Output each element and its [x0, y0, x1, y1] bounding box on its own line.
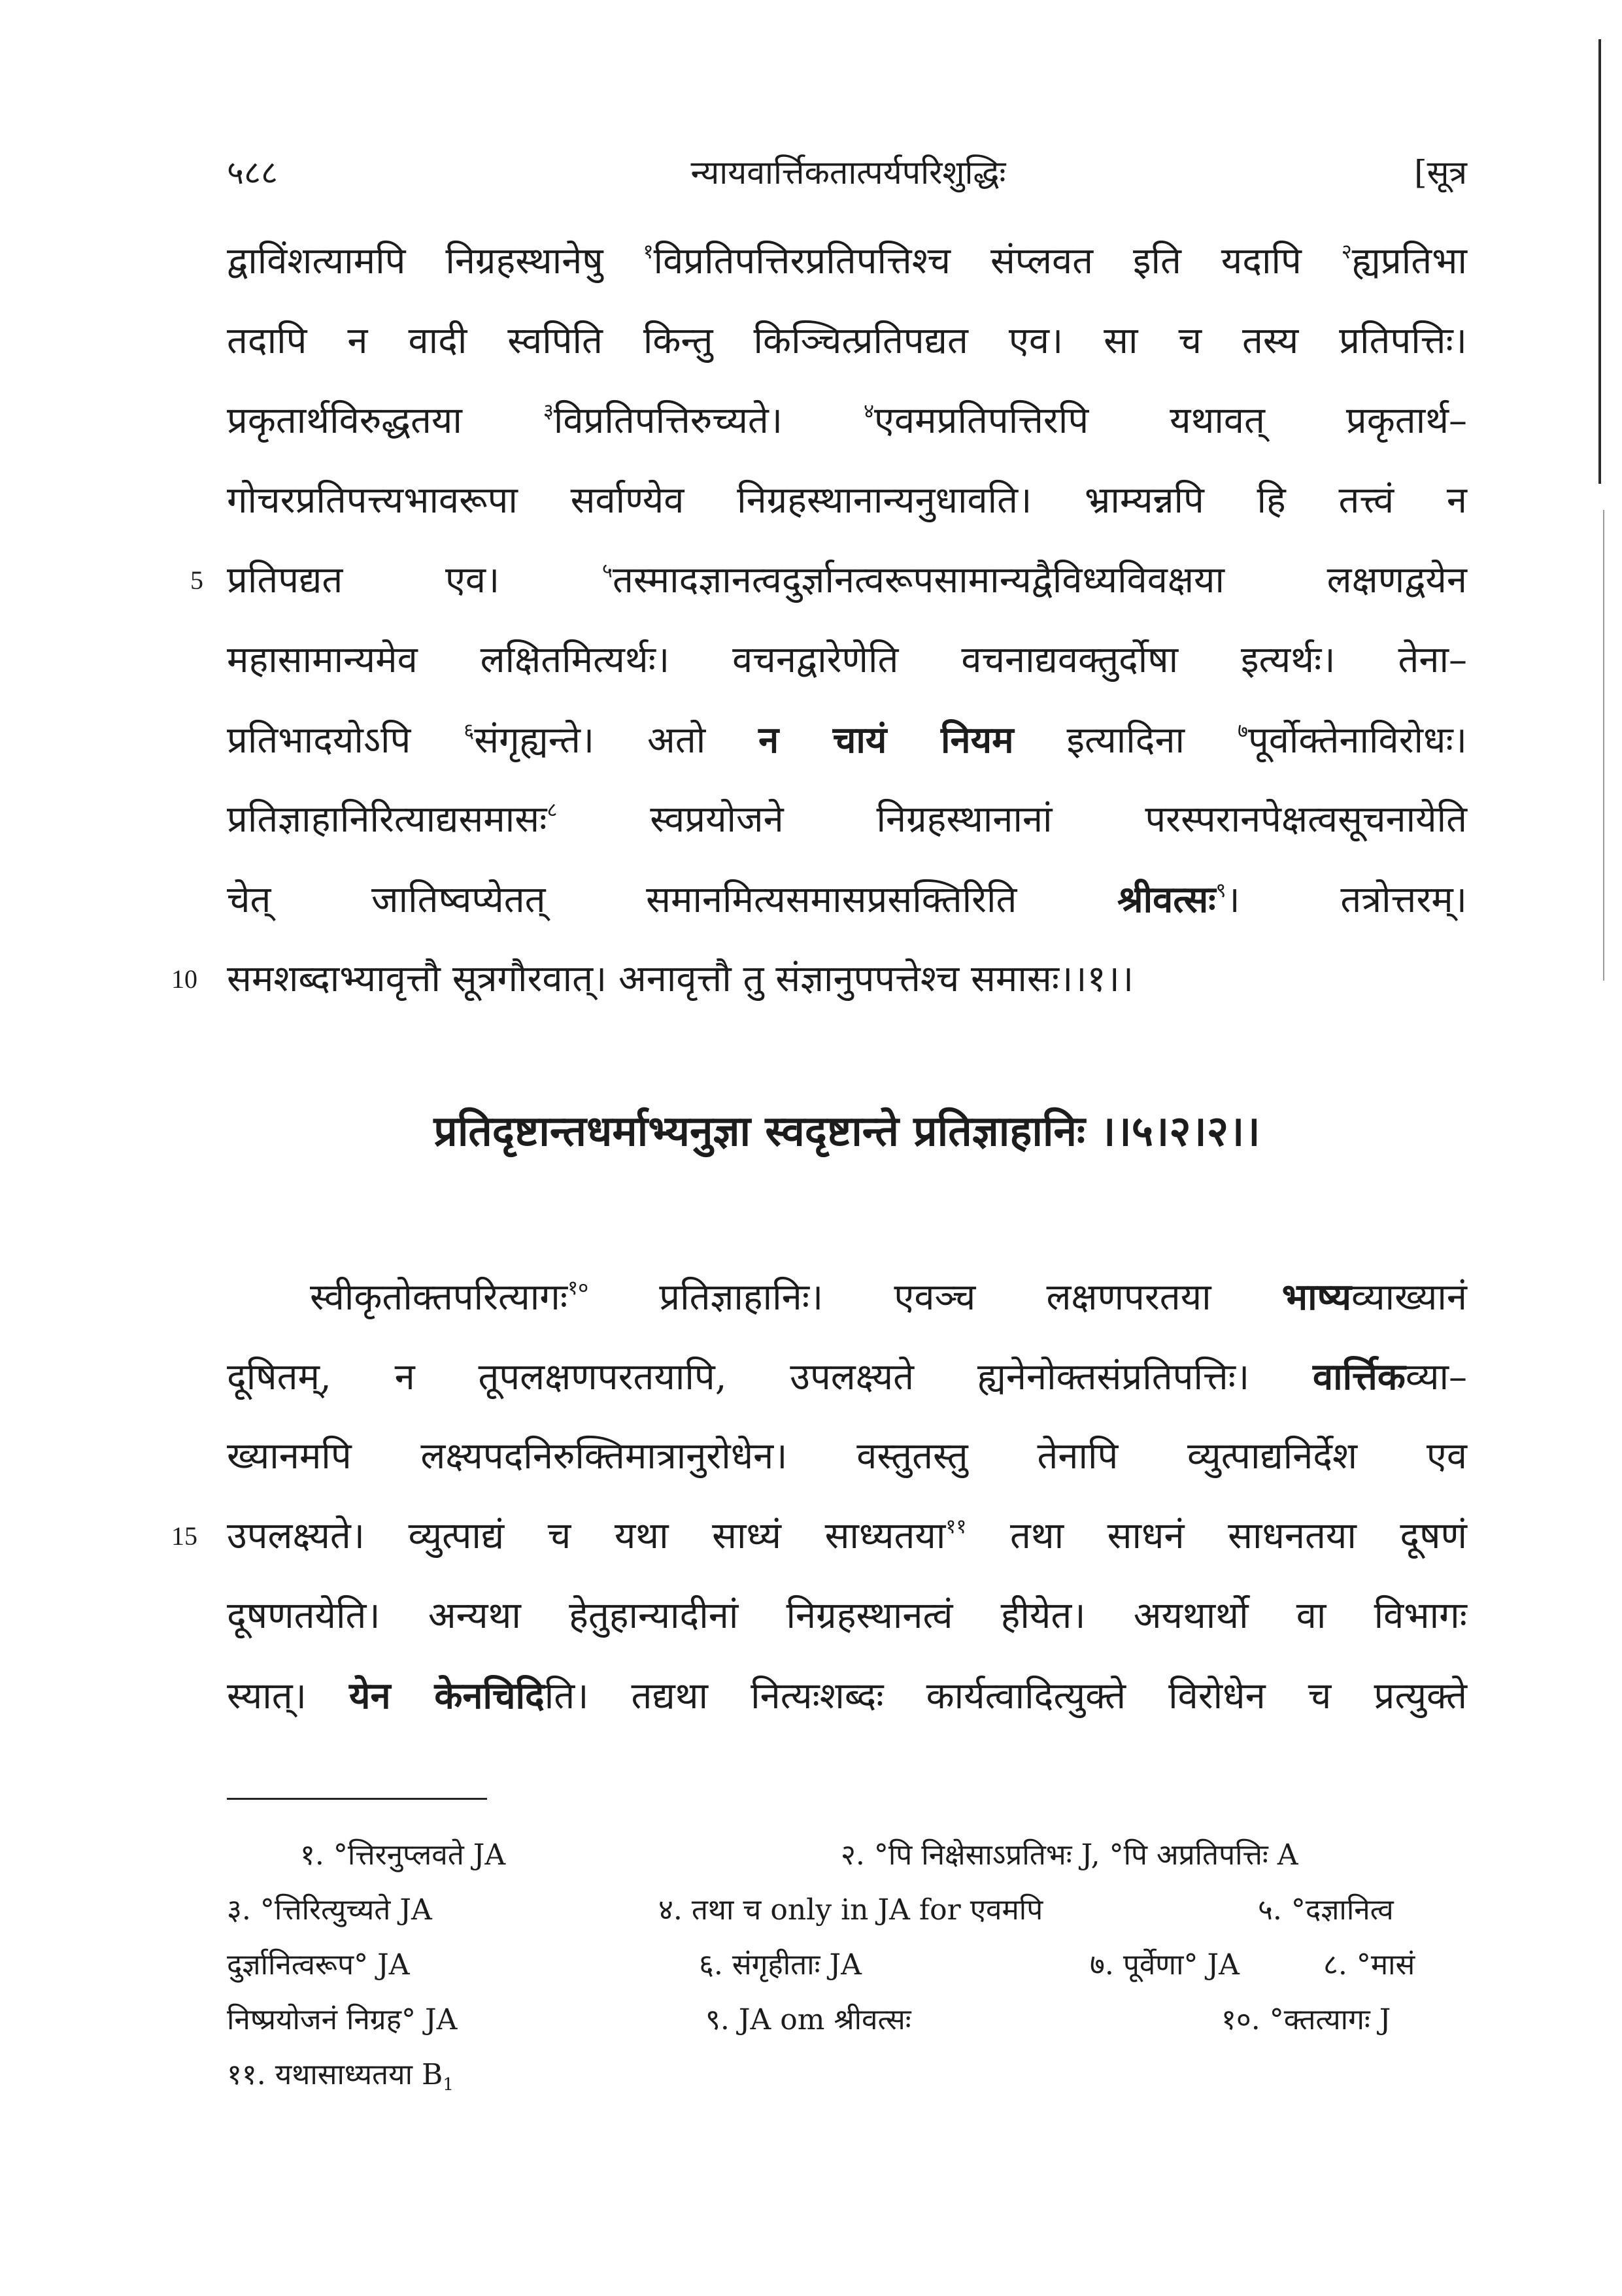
footnote-2: २. °पि निक्षेसाऽप्रतिभः J, °पि अप्रतिपत्तिः A [841, 1838, 1298, 1872]
text-segment: विप्रतिपत्तिरप्रतिपत्तिश्च संप्लवत इति यदापि [653, 240, 1342, 282]
footnote-marker: २ [1341, 239, 1352, 263]
text-segment: दूषितम्, न तूपलक्षणपरतयापि, उपलक्ष्यते ह्यनेनोक्तसंप्रतिपत्तिः। [227, 1356, 1313, 1398]
commentary-2-line-1 [310, 1264, 1467, 1330]
running-title: न्यायवार्त्तिकतात्पर्यपरिशुद्धिः [690, 154, 1006, 192]
text-segment: प्रतिज्ञाहानिः। एवञ्च लक्षणपरतया [588, 1276, 1282, 1319]
text-segment: प्रकृतार्थविरुद्धतया [227, 399, 543, 442]
section-mark: [सूत्र [1414, 154, 1467, 192]
text-segment: ह्यप्रतिभा [1351, 240, 1467, 282]
commentary-line-3 [227, 388, 1467, 454]
text-segment: चेत् जातिष्वप्येतत् समानमित्यसमासप्रसक्तिरिति [227, 879, 1118, 921]
footnote-marker: ५ [601, 558, 613, 582]
text-segment: महासामान्यमेव लक्षितमित्यर्थः। वचनद्वारेणेति वचनाद्यवक्तुर्दोषा इत्यर्थः। तेना– [227, 639, 1467, 681]
footnote-marker: ८ [547, 798, 558, 822]
scan-edge-line-faint [1603, 510, 1604, 981]
commentary-line-10 [227, 947, 1467, 1012]
footnote-marker: ४ [864, 399, 875, 423]
commentary-line-7 [227, 707, 1467, 773]
bold-quotation: न चायं नियम [758, 718, 1014, 762]
bold-term: वार्त्तिक [1313, 1355, 1406, 1398]
footnote-marker: ३ [543, 399, 554, 423]
text-segment: तस्मादज्ञानत्वदुर्ज्ञानत्वरूपसामान्यद्वैविध्यविवक्षया लक्षणद्वयेन [612, 559, 1467, 601]
text-segment: स्यात्। [227, 1675, 350, 1717]
text-segment: व्याख्यानं [1351, 1276, 1467, 1319]
text-segment: प्रतिज्ञाहानिरित्याद्यसमासः [227, 798, 547, 841]
footnote-marker: ७ [1237, 718, 1248, 743]
bold-term: भाष्य [1281, 1275, 1352, 1319]
sutra-heading: प्रतिदृष्टान्तधर्माभ्यनुज्ञा स्वदृष्टान्ते प्रतिज्ञाहानिः ।।५।२।२।। [433, 1107, 1260, 1156]
footnote-8-start: ८. °मासं [1323, 1948, 1415, 1982]
footnote-marker: ९ [1215, 878, 1226, 902]
footnote-10: १०. °क्तत्यागः J [1221, 2003, 1391, 2036]
commentary-line-1 [227, 229, 1467, 294]
footnote-marker: ११ [945, 1514, 967, 1538]
commentary-line-4 [227, 468, 1467, 533]
page-number: ५८८ [227, 154, 278, 192]
footnote-subscript: 1 [443, 2074, 454, 2095]
text-segment: प्रतिभादयोऽपि [227, 719, 464, 762]
footnote-text: ११. यथासाध्यतया B [227, 2058, 443, 2091]
footnote-5-start: ५. °दज्ञानित्व [1258, 1893, 1394, 1927]
commentary-2-line-4 [227, 1504, 1467, 1569]
footnote-3: ३. °त्तिरित्युच्यते JA [227, 1893, 432, 1927]
text-segment: विप्रतिपत्तिरुच्यते। [553, 399, 864, 442]
text-segment: एवमप्रतिपत्तिरपि यथावत् प्रकृतार्थ– [874, 399, 1467, 442]
footnote-4: ४. तथा च only in JA for एवमपि [658, 1893, 1043, 1927]
commentary-line-8 [227, 787, 1467, 853]
bold-author-name: श्रीवत्सः [1117, 878, 1216, 921]
footnote-marker: १० [567, 1275, 589, 1300]
commentary-2-line-6 [227, 1663, 1467, 1729]
text-segment: तदापि न वादी स्वपिति किन्तु किञ्चित्प्रतिपद्यत एव। सा च तस्य प्रतिपत्तिः। [227, 320, 1467, 362]
text-segment: व्या– [1405, 1356, 1468, 1398]
line-number: 15 [171, 1521, 197, 1551]
text-segment: दूषणतयेति। अन्यथा हेतुहान्यादीनां निग्रहस्थानत्वं हीयेत। अयथार्थो वा विभागः [227, 1595, 1467, 1637]
scan-edge-line [1598, 39, 1601, 484]
footnote-9: ९. JA om श्रीवत्सः [705, 2003, 911, 2036]
commentary-2-line-3 [227, 1424, 1467, 1489]
text-segment: प्रतिपद्यत एव। [227, 559, 602, 601]
commentary-2-line-5 [227, 1583, 1467, 1649]
footnote-5-continued: दुर्ज्ञानित्वरूप° JA [227, 1948, 410, 1982]
text-segment: संगृह्यन्ते। अतो [474, 719, 759, 762]
text-segment: उपलक्ष्यते। व्युत्पाद्यं च यथा साध्यं साध्यतया [227, 1515, 946, 1557]
footnote-11 [227, 2052, 684, 2098]
commentary-line-5 [227, 548, 1467, 613]
footnote-marker: ६ [464, 718, 475, 743]
line-number: 5 [190, 566, 203, 595]
footnote-marker: १ [643, 239, 654, 263]
commentary-line-9 [227, 867, 1467, 932]
footnote-1: १. °त्तिरनुप्लवते JA [300, 1838, 506, 1872]
text-segment: । तत्रोत्तरम्। [1226, 879, 1467, 921]
footnote-6: ६. संगृहीताः JA [699, 1948, 862, 1982]
text-segment: तथा साधनं साधनतया दूषणं [966, 1515, 1468, 1557]
text-segment: गोचरप्रतिपत्त्यभावरूपा सर्वाण्येव निग्रहस्थानान्यनुधावति। भ्राम्यन्नपि हि तत्त्वं न [227, 479, 1467, 522]
text-segment: समशब्दाभ्यावृत्तौ सूत्रगौरवात्। अनावृत्तौ तु संज्ञानुपपत्तेश्च समासः।।१।। [227, 958, 1134, 1000]
text-segment: द्वाविंशत्यामपि निग्रहस्थानेषु [227, 240, 643, 282]
commentary-2-line-2 [227, 1344, 1467, 1410]
footnote-8-continued: निष्प्रयोजनं निग्रह° JA [227, 2003, 458, 2036]
footnote-7: ७. पूर्वेणा° JA [1090, 1948, 1240, 1982]
text-segment: स्वप्रयोजने निग्रहस्थानानां परस्परानपेक्षत्वसूचनायेति [557, 798, 1467, 841]
text-segment: ख्यानमपि लक्ष्यपदनिरुक्तिमात्रानुरोधेन। वस्तुतस्तु तेनापि व्युत्पाद्यनिर्देश एव [227, 1435, 1467, 1477]
text-segment: ति। तद्यथा नित्यःशब्दः कार्यत्वादित्युक्ते विरोधेन च प्रत्युक्ते [544, 1675, 1467, 1717]
commentary-line-6 [227, 628, 1467, 693]
bold-quotation: येन केनचिदि [349, 1674, 545, 1717]
text-segment: पूर्वोक्तेनाविरोधः। [1247, 719, 1467, 762]
commentary-line-2 [227, 309, 1467, 374]
footnote-rule [227, 1798, 487, 1800]
text-segment: इत्यादिना [1013, 719, 1238, 762]
text-segment: स्वीकृतोक्तपरित्यागः [310, 1276, 568, 1319]
line-number: 10 [171, 964, 197, 994]
